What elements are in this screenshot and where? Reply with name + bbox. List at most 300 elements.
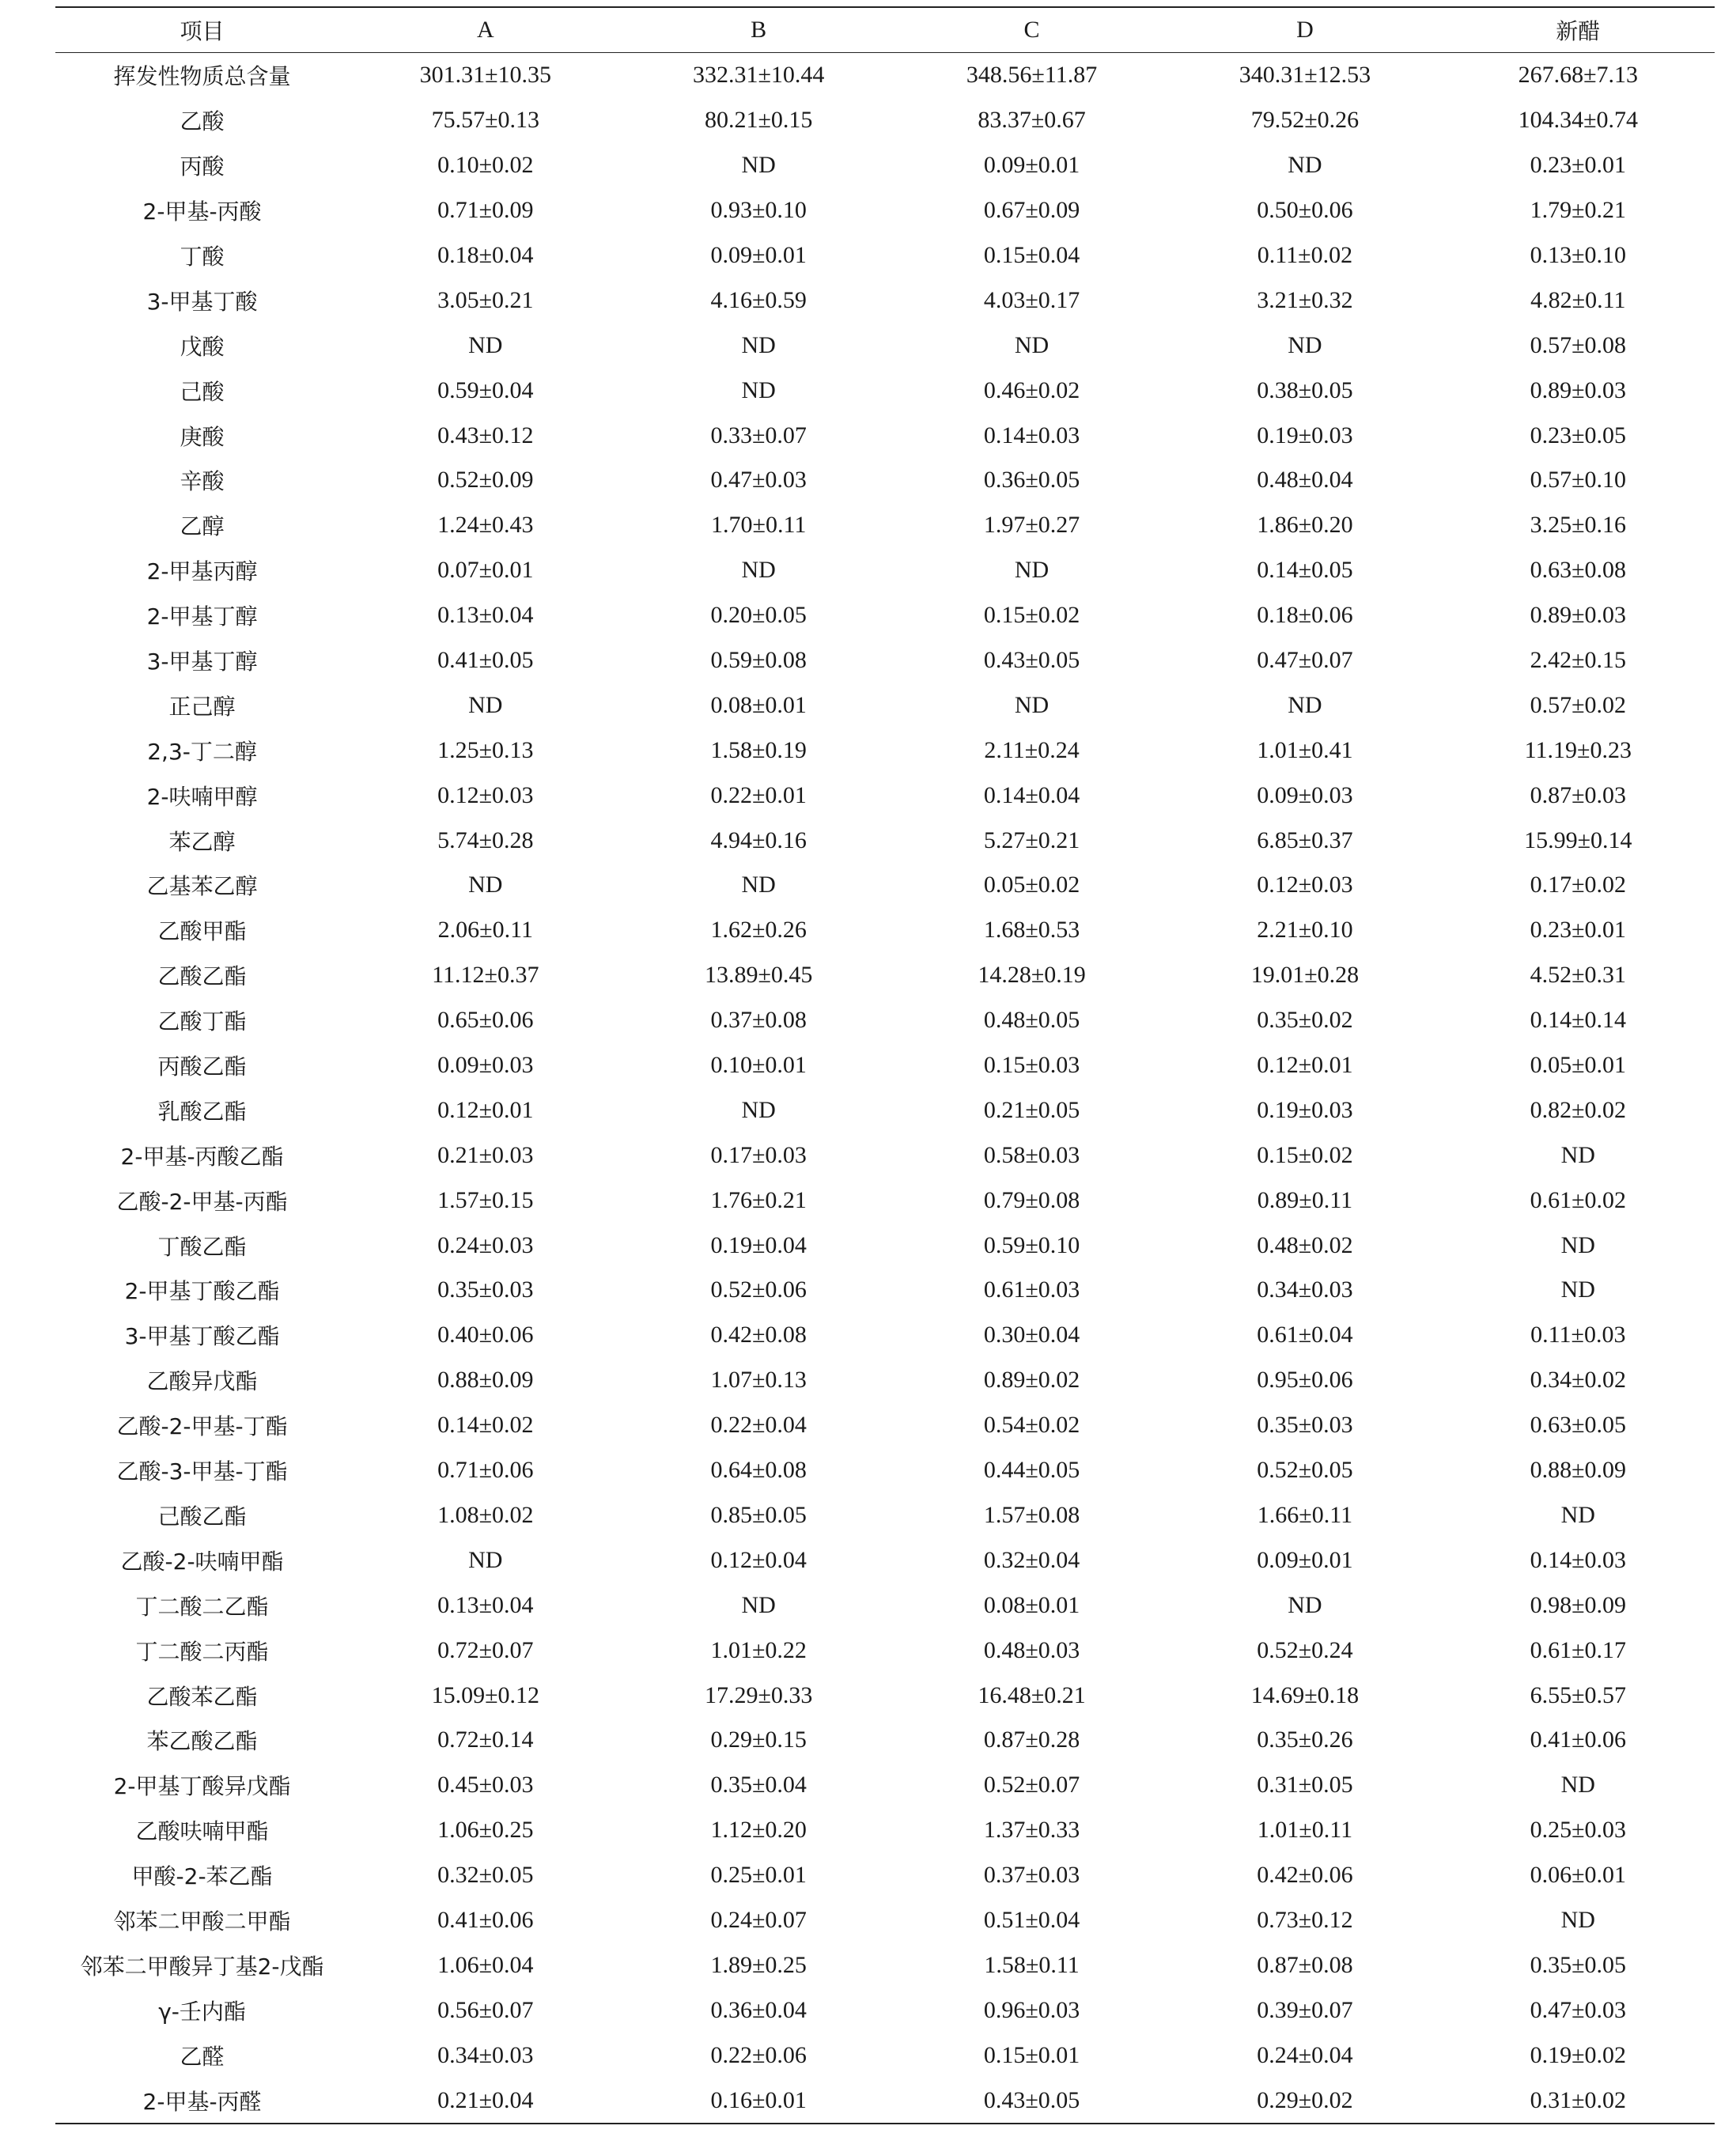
value-new-vinegar-cell: 0.23±0.05 xyxy=(1530,422,1627,448)
value-d-cell: 2.21±0.10 xyxy=(1257,917,1353,944)
table-row xyxy=(55,1538,1715,1583)
value-b-cell: 17.29±0.33 xyxy=(704,1681,813,1708)
table-row xyxy=(55,1942,1715,1988)
value-d-cell: 0.35±0.26 xyxy=(1257,1727,1353,1753)
value-c-cell: 0.08±0.01 xyxy=(983,1591,1080,1618)
value-new-vinegar-cell: 0.13±0.10 xyxy=(1530,242,1627,268)
compound-name-cell: 乙酸-2-呋喃甲酯 xyxy=(120,1548,284,1575)
value-a-cell: 1.57±0.15 xyxy=(437,1186,534,1213)
value-c-cell: 0.14±0.04 xyxy=(983,781,1080,808)
value-new-vinegar-cell: 0.61±0.17 xyxy=(1530,1636,1627,1663)
value-b-cell: ND xyxy=(741,152,776,179)
value-c-cell: 0.61±0.03 xyxy=(983,1277,1080,1303)
table-row xyxy=(55,1808,1715,1853)
value-d-cell: 0.12±0.03 xyxy=(1257,872,1353,898)
value-b-cell: 0.10±0.01 xyxy=(710,1052,807,1079)
value-c-cell: 0.15±0.04 xyxy=(983,242,1080,268)
value-c-cell: 0.48±0.03 xyxy=(983,1636,1080,1663)
compound-name-cell: 辛酸 xyxy=(180,468,225,495)
value-d-cell: 0.48±0.04 xyxy=(1257,467,1353,494)
table-row xyxy=(55,143,1715,188)
value-d-cell: 0.35±0.03 xyxy=(1257,1412,1353,1439)
value-d-cell: 0.89±0.11 xyxy=(1257,1186,1353,1213)
value-new-vinegar-cell: ND xyxy=(1560,1231,1595,1258)
value-c-cell: 4.03±0.17 xyxy=(983,286,1080,313)
value-b-cell: 0.19±0.04 xyxy=(710,1231,807,1258)
table-row xyxy=(55,1718,1715,1763)
value-c-cell: 0.05±0.02 xyxy=(983,872,1080,898)
column-header-c: C xyxy=(895,7,1168,53)
value-a-cell: 0.07±0.01 xyxy=(437,557,534,584)
table-row xyxy=(55,233,1715,278)
value-b-cell: 1.70±0.11 xyxy=(710,512,807,539)
value-d-cell: 0.87±0.08 xyxy=(1257,1951,1353,1978)
value-a-cell: 0.12±0.03 xyxy=(437,781,534,808)
value-d-cell: 0.47±0.07 xyxy=(1257,647,1353,674)
value-a-cell: ND xyxy=(468,1546,503,1573)
value-b-cell: 1.01±0.22 xyxy=(710,1636,807,1663)
value-c-cell: 1.57±0.08 xyxy=(983,1501,1080,1528)
compound-name-cell: 丙酸 xyxy=(180,153,225,180)
value-b-cell: 4.16±0.59 xyxy=(710,286,807,313)
value-d-cell: 0.31±0.05 xyxy=(1257,1772,1353,1798)
value-new-vinegar-cell: 4.52±0.31 xyxy=(1530,962,1627,989)
value-c-cell: 0.96±0.03 xyxy=(983,1996,1080,2023)
table-row xyxy=(55,998,1715,1043)
value-d-cell: 0.09±0.01 xyxy=(1257,1546,1353,1573)
value-c-cell: 0.36±0.05 xyxy=(983,467,1080,494)
compound-name-cell: 2-甲基丁酸乙酯 xyxy=(124,1278,280,1305)
table-row xyxy=(55,1448,1715,1493)
value-c-cell: 0.58±0.03 xyxy=(983,1141,1080,1168)
compound-name-cell: 2-甲基丁醇 xyxy=(146,603,258,630)
compound-name-cell: 乙酸丁酯 xyxy=(157,1008,247,1035)
value-new-vinegar-cell: 0.19±0.02 xyxy=(1530,2041,1627,2068)
value-b-cell: 1.58±0.19 xyxy=(710,736,807,763)
table-row xyxy=(55,1223,1715,1268)
value-c-cell: 2.11±0.24 xyxy=(984,736,1080,763)
table-row xyxy=(55,908,1715,953)
value-b-cell: 0.25±0.01 xyxy=(710,1862,807,1889)
value-c-cell: 0.52±0.07 xyxy=(983,1772,1080,1798)
value-d-cell: 0.19±0.03 xyxy=(1257,422,1353,448)
compound-name-cell: 丙酸乙酯 xyxy=(157,1053,247,1080)
value-b-cell: 0.22±0.06 xyxy=(710,2041,807,2068)
value-b-cell: 0.36±0.04 xyxy=(710,1996,807,2023)
value-c-cell: 0.43±0.05 xyxy=(983,647,1080,674)
value-d-cell: 1.01±0.41 xyxy=(1257,736,1353,763)
value-b-cell: ND xyxy=(741,376,776,403)
value-b-cell: 0.93±0.10 xyxy=(710,197,807,224)
compound-name-cell: 庚酸 xyxy=(180,423,225,450)
table-row xyxy=(55,863,1715,908)
table-row xyxy=(55,1673,1715,1718)
value-new-vinegar-cell: 0.57±0.10 xyxy=(1530,467,1627,494)
value-d-cell: 0.95±0.06 xyxy=(1257,1367,1353,1394)
value-d-cell: 19.01±0.28 xyxy=(1250,962,1360,989)
value-new-vinegar-cell: 0.25±0.03 xyxy=(1530,1817,1627,1844)
value-d-cell: 0.19±0.03 xyxy=(1257,1096,1353,1123)
value-a-cell: 0.21±0.04 xyxy=(349,2078,622,2124)
table-row xyxy=(55,1988,1715,2033)
value-a-cell: 0.18±0.04 xyxy=(437,242,534,268)
value-new-vinegar-cell: ND xyxy=(1560,1141,1595,1168)
value-c-cell: 0.32±0.04 xyxy=(983,1546,1080,1573)
table-row xyxy=(55,98,1715,143)
value-a-cell: 0.14±0.02 xyxy=(437,1412,534,1439)
header-row xyxy=(55,7,1715,53)
compound-name-cell: 3-甲基丁醇 xyxy=(146,649,258,675)
value-new-vinegar-cell: 6.55±0.57 xyxy=(1530,1681,1627,1708)
value-d-cell: ND xyxy=(1288,691,1322,718)
compound-name-cell: 乳酸乙酯 xyxy=(157,1098,247,1125)
value-a-cell: 0.40±0.06 xyxy=(437,1322,534,1348)
compound-name-cell: 2-甲基丙醇 xyxy=(146,558,258,585)
compound-name-cell: 乙醇 xyxy=(180,513,225,540)
value-b-cell: 80.21±0.15 xyxy=(704,107,813,134)
column-header-d: D xyxy=(1168,7,1441,53)
value-b-cell: 4.94±0.16 xyxy=(710,826,807,853)
table-row xyxy=(55,593,1715,638)
table-row xyxy=(55,1583,1715,1628)
value-c-cell: 0.51±0.04 xyxy=(983,1906,1080,1933)
value-c-cell: 1.58±0.11 xyxy=(984,1951,1080,1978)
value-new-vinegar-cell: 2.42±0.15 xyxy=(1530,647,1627,674)
value-new-vinegar-cell: 0.35±0.05 xyxy=(1530,1951,1627,1978)
value-c-cell: 0.67±0.09 xyxy=(983,197,1080,224)
compound-name-cell: 3-甲基丁酸乙酯 xyxy=(124,1323,280,1350)
table-row xyxy=(55,188,1715,233)
value-b-cell: 0.29±0.15 xyxy=(710,1727,807,1753)
value-b-cell: 0.52±0.06 xyxy=(710,1277,807,1303)
value-new-vinegar-cell: 1.79±0.21 xyxy=(1530,197,1627,224)
value-new-vinegar-cell: 0.06±0.01 xyxy=(1530,1862,1627,1889)
value-c-cell: 1.68±0.53 xyxy=(983,917,1080,944)
compound-name-cell: 正己醇 xyxy=(168,693,236,720)
value-a-cell: 0.71±0.06 xyxy=(437,1457,534,1484)
value-c-cell: 0.59±0.10 xyxy=(983,1231,1080,1258)
compound-name-cell: 2,3-丁二醇 xyxy=(147,738,257,765)
table-row xyxy=(55,368,1715,413)
value-d-cell: 0.09±0.03 xyxy=(1257,781,1353,808)
value-c-cell: 348.56±11.87 xyxy=(966,62,1098,89)
value-d-cell: 79.52±0.26 xyxy=(1250,107,1360,134)
value-b-cell: ND xyxy=(741,1096,776,1123)
value-a-cell: 0.45±0.03 xyxy=(437,1772,534,1798)
value-a-cell: 5.74±0.28 xyxy=(437,826,534,853)
value-a-cell: 0.32±0.05 xyxy=(437,1862,534,1889)
value-c-cell: 0.15±0.03 xyxy=(983,1052,1080,1079)
table-row xyxy=(55,1313,1715,1358)
value-b-cell: 0.12±0.04 xyxy=(710,1546,807,1573)
compound-name-cell: 乙酸甲酯 xyxy=(157,918,247,945)
compound-name-cell: 丁二酸二乙酯 xyxy=(135,1593,269,1620)
value-d-cell: 0.35±0.02 xyxy=(1257,1007,1353,1034)
value-a-cell: 0.65±0.06 xyxy=(437,1007,534,1034)
table-row xyxy=(55,548,1715,593)
value-a-cell: 1.25±0.13 xyxy=(437,736,534,763)
value-a-cell: ND xyxy=(468,691,503,718)
table-row xyxy=(55,278,1715,323)
value-new-vinegar-cell: 0.98±0.09 xyxy=(1530,1591,1627,1618)
value-a-cell: 0.12±0.01 xyxy=(437,1096,534,1123)
value-a-cell: 0.41±0.05 xyxy=(437,647,534,674)
compound-name-cell: 2-甲基-丙酸乙酯 xyxy=(120,1143,284,1170)
value-new-vinegar-cell: 0.23±0.01 xyxy=(1530,917,1627,944)
compound-name-cell: 乙酸-3-甲基-丁酯 xyxy=(116,1458,288,1485)
compound-name-cell: 乙酸乙酯 xyxy=(157,963,247,990)
value-a-cell: 0.72±0.07 xyxy=(437,1636,534,1663)
value-c-cell: 0.30±0.04 xyxy=(983,1322,1080,1348)
value-a-cell: 301.31±10.35 xyxy=(419,62,552,89)
value-new-vinegar-cell: 0.14±0.14 xyxy=(1530,1007,1627,1034)
data-table-container xyxy=(55,6,1715,2124)
value-a-cell: 0.24±0.03 xyxy=(437,1231,534,1258)
table-row xyxy=(55,1043,1715,1088)
value-new-vinegar-cell: 0.87±0.03 xyxy=(1530,781,1627,808)
value-a-cell: 75.57±0.13 xyxy=(431,107,540,134)
value-new-vinegar-cell: 0.41±0.06 xyxy=(1530,1727,1627,1753)
value-a-cell: 0.43±0.12 xyxy=(437,422,534,448)
value-new-vinegar-cell: 0.88±0.09 xyxy=(1530,1457,1627,1484)
value-c-cell: 0.15±0.01 xyxy=(983,2041,1080,2068)
table-row xyxy=(55,1087,1715,1133)
value-b-cell: 0.37±0.08 xyxy=(710,1007,807,1034)
table-row xyxy=(55,1628,1715,1673)
value-new-vinegar-cell: 0.47±0.03 xyxy=(1530,1996,1627,2023)
value-b-cell: 13.89±0.45 xyxy=(704,962,813,989)
value-b-cell: 332.31±10.44 xyxy=(692,62,825,89)
table-row xyxy=(55,2033,1715,2078)
compound-name-cell: 2-甲基-丙酸 xyxy=(142,199,262,225)
value-b-cell: 0.16±0.01 xyxy=(622,2078,894,2124)
value-b-cell: 0.22±0.01 xyxy=(710,781,807,808)
value-a-cell: 0.72±0.14 xyxy=(437,1727,534,1753)
column-header-b: B xyxy=(622,7,894,53)
value-b-cell: 0.85±0.05 xyxy=(710,1501,807,1528)
value-b-cell: 1.62±0.26 xyxy=(710,917,807,944)
table-row xyxy=(55,773,1715,818)
value-a-cell: ND xyxy=(468,331,503,358)
value-a-cell: 15.09±0.12 xyxy=(431,1681,540,1708)
value-c-cell: 0.89±0.02 xyxy=(983,1367,1080,1394)
value-a-cell: 0.21±0.03 xyxy=(437,1141,534,1168)
value-d-cell: 0.42±0.06 xyxy=(1257,1862,1353,1889)
value-new-vinegar-cell: 0.89±0.03 xyxy=(1530,602,1627,629)
value-b-cell: 0.64±0.08 xyxy=(710,1457,807,1484)
value-b-cell: ND xyxy=(741,557,776,584)
table-row xyxy=(55,1178,1715,1223)
value-d-cell: 1.86±0.20 xyxy=(1257,512,1353,539)
value-new-vinegar-cell: ND xyxy=(1560,1772,1595,1798)
compound-name-cell: 邻苯二甲酸异丁基2-戊酯 xyxy=(80,1953,324,1980)
value-new-vinegar-cell: ND xyxy=(1560,1501,1595,1528)
value-c-cell: 0.15±0.02 xyxy=(983,602,1080,629)
table-row xyxy=(55,1133,1715,1178)
value-a-cell: 0.52±0.09 xyxy=(437,467,534,494)
compound-name-cell: 丁二酸二丙酯 xyxy=(135,1638,269,1665)
value-new-vinegar-cell: 0.61±0.02 xyxy=(1530,1186,1627,1213)
value-a-cell: 1.24±0.43 xyxy=(437,512,534,539)
compound-name-cell: 己酸 xyxy=(180,378,225,405)
table-row xyxy=(55,1358,1715,1403)
value-a-cell: 0.71±0.09 xyxy=(437,197,534,224)
value-b-cell: 1.89±0.25 xyxy=(710,1951,807,1978)
volatile-compounds-table xyxy=(55,6,1715,2124)
value-c-cell: 0.43±0.05 xyxy=(895,2078,1168,2124)
value-c-cell: 0.21±0.05 xyxy=(983,1096,1080,1123)
value-c-cell: 0.14±0.03 xyxy=(983,422,1080,448)
value-new-vinegar-cell: 11.19±0.23 xyxy=(1524,736,1632,763)
value-d-cell: 6.85±0.37 xyxy=(1257,826,1353,853)
value-c-cell: 0.79±0.08 xyxy=(983,1186,1080,1213)
value-new-vinegar-cell: 0.57±0.02 xyxy=(1530,691,1627,718)
value-b-cell: 0.35±0.04 xyxy=(710,1772,807,1798)
compound-name-cell: 乙酸苯乙酯 xyxy=(146,1683,258,1710)
table-row xyxy=(55,458,1715,503)
value-a-cell: 0.41±0.06 xyxy=(437,1906,534,1933)
compound-name-cell: 乙基苯乙醇 xyxy=(146,873,258,900)
compound-name-cell: 邻苯二甲酸二甲酯 xyxy=(113,1908,291,1935)
value-a-cell: 3.05±0.21 xyxy=(437,286,534,313)
value-a-cell: 0.10±0.02 xyxy=(437,152,534,179)
value-d-cell: 0.38±0.05 xyxy=(1257,376,1353,403)
column-header-new-vinegar: 新醋 xyxy=(1442,7,1715,53)
table-row xyxy=(55,818,1715,863)
compound-name-cell: 丁酸 xyxy=(180,244,225,270)
value-c-cell: 0.48±0.05 xyxy=(983,1007,1080,1034)
value-c-cell: 14.28±0.19 xyxy=(978,962,1086,989)
value-a-cell: 0.35±0.03 xyxy=(437,1277,534,1303)
value-b-cell: 1.76±0.21 xyxy=(710,1186,807,1213)
compound-name-cell: 苯乙酸乙酯 xyxy=(146,1728,258,1755)
value-c-cell: ND xyxy=(1014,557,1050,584)
compound-name-cell: 3-甲基丁酸 xyxy=(146,288,258,315)
value-b-cell: 1.12±0.20 xyxy=(710,1817,807,1844)
table-header xyxy=(55,7,1715,53)
value-b-cell: ND xyxy=(741,331,776,358)
value-c-cell: 0.37±0.03 xyxy=(983,1862,1080,1889)
value-new-vinegar-cell: 4.82±0.11 xyxy=(1530,286,1626,313)
value-a-cell: 0.88±0.09 xyxy=(437,1367,534,1394)
value-d-cell: 0.52±0.05 xyxy=(1257,1457,1353,1484)
value-b-cell: ND xyxy=(741,872,776,898)
value-new-vinegar-cell: 3.25±0.16 xyxy=(1530,512,1627,539)
value-a-cell: 0.13±0.04 xyxy=(437,602,534,629)
value-d-cell: 0.24±0.04 xyxy=(1257,2041,1353,2068)
value-c-cell: ND xyxy=(1014,691,1050,718)
table-row xyxy=(55,53,1715,98)
value-d-cell: 0.39±0.07 xyxy=(1257,1996,1353,2023)
compound-name-cell: 乙醛 xyxy=(180,2043,225,2070)
value-a-cell: 1.06±0.04 xyxy=(437,1951,534,1978)
table-row xyxy=(55,728,1715,773)
value-b-cell: 0.47±0.03 xyxy=(710,467,807,494)
value-d-cell: 0.15±0.02 xyxy=(1257,1141,1353,1168)
value-d-cell: 0.29±0.02 xyxy=(1168,2078,1441,2124)
value-b-cell: 0.24±0.07 xyxy=(710,1906,807,1933)
value-a-cell: ND xyxy=(468,872,503,898)
column-header-a: A xyxy=(349,7,622,53)
value-a-cell: 0.56±0.07 xyxy=(437,1996,534,2023)
compound-name-cell: 丁酸乙酯 xyxy=(157,1233,247,1260)
table-row xyxy=(55,503,1715,548)
value-d-cell: 0.11±0.02 xyxy=(1257,242,1353,268)
value-new-vinegar-cell: ND xyxy=(1560,1277,1595,1303)
value-d-cell: 340.31±12.53 xyxy=(1239,62,1371,89)
value-new-vinegar-cell: ND xyxy=(1560,1906,1595,1933)
table-row xyxy=(55,413,1715,458)
value-b-cell: 0.08±0.01 xyxy=(710,691,807,718)
value-b-cell: 1.07±0.13 xyxy=(710,1367,807,1394)
value-c-cell: 16.48±0.21 xyxy=(978,1681,1086,1708)
value-d-cell: 1.66±0.11 xyxy=(1257,1501,1353,1528)
compound-name-cell: 苯乙醇 xyxy=(168,828,236,855)
value-new-vinegar-cell: 15.99±0.14 xyxy=(1524,826,1632,853)
compound-name-cell: 乙酸呋喃甲酯 xyxy=(135,1818,269,1845)
value-c-cell: 0.44±0.05 xyxy=(983,1457,1080,1484)
compound-name-cell: 戊酸 xyxy=(180,333,225,360)
compound-name-cell: 甲酸-2-苯乙酯 xyxy=(131,1863,273,1890)
value-new-vinegar-cell: 0.63±0.08 xyxy=(1530,557,1627,584)
value-c-cell: 0.87±0.28 xyxy=(983,1727,1080,1753)
table-row xyxy=(55,1403,1715,1448)
value-a-cell: 1.08±0.02 xyxy=(437,1501,534,1528)
value-d-cell: ND xyxy=(1288,1591,1322,1618)
value-a-cell: 0.13±0.04 xyxy=(437,1591,534,1618)
value-new-vinegar-cell: 0.31±0.02 xyxy=(1442,2078,1715,2124)
value-c-cell: 83.37±0.67 xyxy=(978,107,1086,134)
table-row xyxy=(55,1763,1715,1808)
value-d-cell: ND xyxy=(1288,331,1322,358)
compound-name-cell: 挥发性物质总含量 xyxy=(113,63,291,90)
value-d-cell: 0.18±0.06 xyxy=(1257,602,1353,629)
value-new-vinegar-cell: 0.17±0.02 xyxy=(1530,872,1627,898)
value-c-cell: 0.46±0.02 xyxy=(983,376,1080,403)
value-new-vinegar-cell: 0.11±0.03 xyxy=(1530,1322,1626,1348)
value-b-cell: 0.42±0.08 xyxy=(710,1322,807,1348)
value-b-cell: 0.22±0.04 xyxy=(710,1412,807,1439)
value-d-cell: 0.48±0.02 xyxy=(1257,1231,1353,1258)
value-c-cell: 0.54±0.02 xyxy=(983,1412,1080,1439)
value-c-cell: 1.97±0.27 xyxy=(983,512,1080,539)
value-c-cell: 5.27±0.21 xyxy=(983,826,1080,853)
value-new-vinegar-cell: 0.57±0.08 xyxy=(1530,331,1627,358)
value-d-cell: ND xyxy=(1288,152,1322,179)
value-new-vinegar-cell: 0.34±0.02 xyxy=(1530,1367,1627,1394)
value-b-cell: 0.59±0.08 xyxy=(710,647,807,674)
table-row xyxy=(55,323,1715,368)
compound-name-cell: 己酸乙酯 xyxy=(157,1503,247,1530)
table-row xyxy=(55,1898,1715,1943)
value-b-cell: ND xyxy=(741,1591,776,1618)
compound-name-cell: 乙酸-2-甲基-丙酯 xyxy=(116,1188,288,1215)
value-b-cell: 0.20±0.05 xyxy=(710,602,807,629)
value-d-cell: 0.61±0.04 xyxy=(1257,1322,1353,1348)
value-new-vinegar-cell: 0.89±0.03 xyxy=(1530,376,1627,403)
value-new-vinegar-cell: 267.68±7.13 xyxy=(1518,62,1639,89)
value-d-cell: 0.12±0.01 xyxy=(1257,1052,1353,1079)
table-row xyxy=(55,1268,1715,1313)
value-a-cell: 2.06±0.11 xyxy=(437,917,533,944)
column-header-item: 项目 xyxy=(55,7,349,53)
value-b-cell: 0.17±0.03 xyxy=(710,1141,807,1168)
table-row xyxy=(55,953,1715,998)
compound-name-cell: 2-呋喃甲醇 xyxy=(146,783,258,810)
value-a-cell: 11.12±0.37 xyxy=(432,962,539,989)
table-row xyxy=(55,1853,1715,1898)
value-d-cell: 0.73±0.12 xyxy=(1257,1906,1353,1933)
